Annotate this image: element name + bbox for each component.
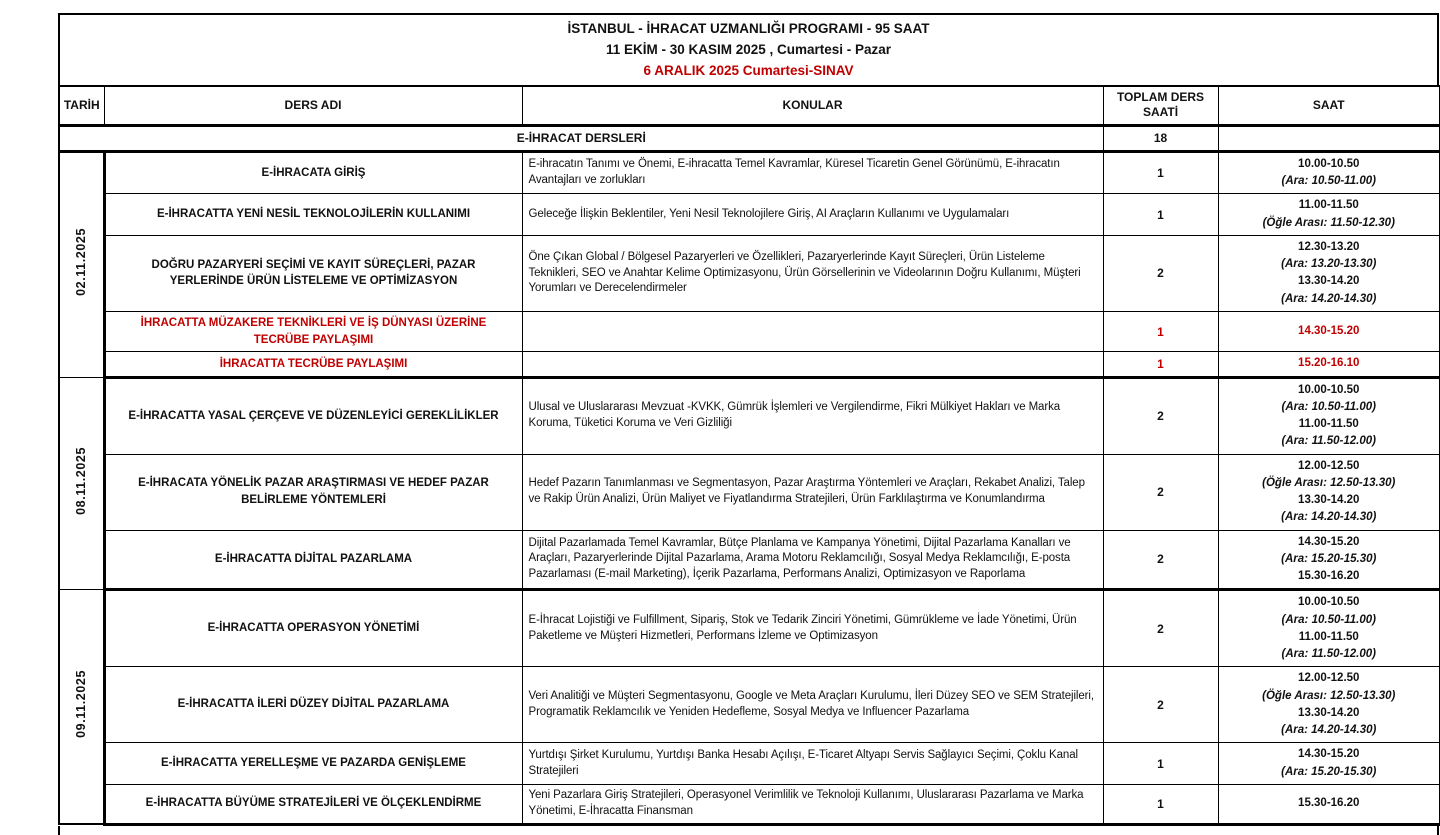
time-cell (1218, 151, 1440, 194)
lesson-time-line: 11.00-11.50 (1298, 199, 1359, 212)
total-hours: 2 (1103, 235, 1218, 311)
topics-text: Geleceğe İlişkin Beklentiler, Yeni Nesil Teknolojilere Giriş, AI Araçların Kullanımı ve Uygulamaları (522, 194, 1103, 236)
total-hours: 2 (1103, 667, 1218, 743)
table-row (59, 194, 1440, 236)
break-time-line: (Ara: 15.20-15.30) (1281, 765, 1377, 778)
lesson-time-line: 10.00-10.50 (1298, 383, 1360, 396)
lesson-time-line: 15.20-16.10 (1298, 357, 1360, 370)
section-row (59, 125, 1440, 151)
total-hours: 2 (1103, 454, 1218, 530)
column-header-toplam-ders-saati: TOPLAM DERS SAATİ (1103, 86, 1218, 126)
lesson-time-line: 13.30-14.20 (1298, 706, 1360, 719)
date-label: 09.11.2025 (74, 670, 89, 739)
course-name: E-İHRACATTA DİJİTAL PAZARLAMA (104, 530, 522, 590)
topics-text (522, 352, 1103, 377)
lesson-time-line: 13.30-14.20 (1298, 494, 1360, 507)
date-cell (59, 151, 104, 377)
total-hours: 2 (1103, 590, 1218, 667)
time-cell (1218, 784, 1440, 824)
table-row (59, 377, 1440, 454)
table-row (59, 743, 1440, 785)
table-row (59, 454, 1440, 530)
column-header-saat: SAAT (1218, 86, 1440, 126)
course-name: E-İHRACATTA OPERASYON YÖNETİMİ (104, 590, 522, 667)
time-cell (1218, 352, 1440, 377)
topics-text: E-ihracatın Tanımı ve Önemi, E-ihracatta Temel Kavramlar, Küresel Ticaretin Genel Görünümü, E-ihracatın Avantajları ve zorlukları (522, 151, 1103, 194)
course-name: E-İHRACATTA YENİ NESİL TEKNOLOJİLERİN KULLANIMI (104, 194, 522, 236)
total-hours: 2 (1103, 530, 1218, 590)
total-hours: 1 (1103, 194, 1218, 236)
time-cell (1218, 667, 1440, 743)
total-hours: 1 (1103, 311, 1218, 351)
table-row (59, 667, 1440, 743)
course-name: İHRACATTA TECRÜBE PAYLAŞIMI (104, 352, 522, 377)
lesson-time-line: 10.00-10.50 (1298, 596, 1360, 609)
topics-text (522, 311, 1103, 351)
total-hours: 1 (1103, 784, 1218, 824)
course-name: E-İHRACATA GİRİŞ (104, 151, 522, 194)
course-name: İHRACATTA MÜZAKERE TEKNİKLERİ VE İŞ DÜNYASI ÜZERİNE TECRÜBE PAYLAŞIMI (104, 311, 522, 351)
total-hours: 2 (1103, 377, 1218, 454)
course-name: E-İHRACATTA YERELLEŞME VE PAZARDA GENİŞLEME (104, 743, 522, 785)
total-hours: 1 (1103, 151, 1218, 194)
lesson-time-line: 10.00-10.50 (1298, 157, 1360, 170)
column-header-konular: KONULAR (522, 86, 1103, 126)
section-time-empty (1218, 125, 1440, 151)
table-header-row (59, 86, 1440, 126)
time-cell (1218, 743, 1440, 785)
schedule-table (58, 85, 1440, 826)
date-label: 08.11.2025 (74, 446, 89, 515)
table-row (59, 311, 1440, 351)
section-label: E-İHRACAT DERSLERİ (59, 125, 1103, 151)
course-name: E-İHRACATTA İLERİ DÜZEY DİJİTAL PAZARLAMA (104, 667, 522, 743)
program-title: İSTANBUL - İHRACAT UZMANLIĞI PROGRAMI - 95 SAAT (567, 21, 930, 36)
schedule-document (58, 13, 1439, 835)
time-cell (1218, 530, 1440, 590)
time-cell (1218, 454, 1440, 530)
break-time-line: (Ara: 15.20-15.30) (1281, 552, 1377, 565)
break-time-line: (Ara: 10.50-11.00) (1281, 613, 1376, 626)
lesson-time-line: 12.30-13.20 (1298, 240, 1360, 253)
break-time-line: (Ara: 14.20-14.30) (1281, 724, 1377, 737)
topics-text: Ulusal ve Uluslararası Mevzuat -KVKK, Gümrük İşlemleri ve Vergilendirme, Fikri Mülkiyet Hakları ve Marka Koruma, Tüketici Koruma ve Veri Gizliliği (522, 377, 1103, 454)
table-row (59, 530, 1440, 590)
break-time-line: (Öğle Arası: 12.50-13.30) (1262, 476, 1396, 489)
column-header-tarih: TARİH (59, 86, 104, 126)
lesson-time-line: 14.30-15.20 (1298, 748, 1360, 761)
table-row (59, 590, 1440, 667)
date-label: 02.11.2025 (74, 228, 89, 297)
course-name: E-İHRACATTA YASAL ÇERÇEVE VE DÜZENLEYİCİ GEREKLİLİKLER (104, 377, 522, 454)
topics-text: Öne Çıkan Global / Bölgesel Pazaryerleri ve Özellikleri, Pazaryerlerinde Kayıt Süreçleri, Ürün Listeleme Teknikleri, SEO ve Anahtar Kelime Optimizasyonu, Ürün Görsellerinin ve Videolarının Doğru Kullanımı, Müşteri Yorumları ve Derecelendirmeler (522, 235, 1103, 311)
course-name: E-İHRACATA YÖNELİK PAZAR ARAŞTIRMASI VE HEDEF PAZAR BELİRLEME YÖNTEMLERİ (104, 454, 522, 530)
topics-text: Veri Analitiği ve Müşteri Segmentasyonu, Google ve Meta Araçları Kurulumu, İleri Düzey SEO ve SEM Stratejileri, Programatik Reklamcılık ve Yeniden Hedefleme, Sosyal Medya ve Influencer Pazarlama (522, 667, 1103, 743)
break-time-line: (Ara: 14.20-14.30) (1281, 292, 1377, 305)
break-time-line: (Ara: 10.50-11.00) (1281, 175, 1376, 188)
time-cell (1218, 377, 1440, 454)
table-row (59, 352, 1440, 377)
break-time-line: (Öğle Arası: 12.50-13.30) (1262, 689, 1396, 702)
topics-text: E-İhracat Lojistiği ve Fulfillment, Sipariş, Stok ve Tedarik Zinciri Yönetimi, Gümrükleme ve İade Yönetimi, Ürün Paketleme ve Müşteri Hizmetleri, Performans İzleme ve Optimizasyon (522, 590, 1103, 667)
break-time-line: (Ara: 10.50-11.00) (1281, 400, 1376, 413)
total-hours: 1 (1103, 352, 1218, 377)
break-time-line: (Ara: 13.20-13.30) (1281, 258, 1377, 271)
lesson-time-line: 15.30-16.20 (1298, 570, 1360, 583)
break-time-line: (Öğle Arası: 11.50-12.30) (1262, 216, 1395, 229)
lesson-time-line: 12.00-12.50 (1298, 459, 1360, 472)
program-date-range: 11 EKİM - 30 KASIM 2025 , Cumartesi - Pazar (605, 41, 892, 57)
break-time-line: (Ara: 11.50-12.00) (1281, 435, 1376, 448)
time-cell (1218, 311, 1440, 351)
document-title-block (58, 13, 1439, 85)
topics-text: Hedef Pazarın Tanımlanması ve Segmentasyon, Pazar Araştırma Yöntemleri ve Araçları, Rekabet Analizi, Talep ve Rakip Ürün Analizi, Ürün Maliyet ve Fiyatlandırma Stratejileri, Ürün Farklılaştırma ve Konumlandırma (522, 454, 1103, 530)
break-time-line: (Ara: 11.50-12.00) (1281, 648, 1376, 661)
lesson-time-line: 15.30-16.20 (1298, 797, 1360, 810)
lesson-time-line: 13.30-14.20 (1298, 275, 1360, 288)
lesson-time-line: 14.30-15.20 (1298, 535, 1360, 548)
lesson-time-line: 11.00-11.50 (1298, 418, 1359, 431)
lesson-time-line: 14.30-15.20 (1298, 325, 1360, 337)
table-row (59, 235, 1440, 311)
section-total-hours: 18 (1103, 125, 1218, 151)
break-time-line: (Ara: 14.20-14.30) (1281, 511, 1377, 524)
time-cell (1218, 590, 1440, 667)
cut-off-next-row (58, 826, 1439, 835)
date-cell (59, 590, 104, 824)
time-cell (1218, 194, 1440, 236)
lesson-time-line: 11.00-11.50 (1298, 630, 1359, 643)
lesson-time-line: 12.00-12.50 (1298, 672, 1360, 685)
date-cell (59, 377, 104, 590)
course-name: E-İHRACATTA BÜYÜME STRATEJİLERİ VE ÖLÇEKLENDİRME (104, 784, 522, 824)
time-cell (1218, 235, 1440, 311)
column-header-ders-adi: DERS ADI (104, 86, 522, 126)
table-row (59, 784, 1440, 824)
table-row (59, 151, 1440, 194)
exam-date-notice: 6 ARALIK 2025 Cumartesi-SINAV (643, 62, 854, 78)
topics-text: Dijital Pazarlamada Temel Kavramlar, Bütçe Planlama ve Kampanya Yönetimi, Dijital Pazarlama Kanalları ve Araçları, Pazaryerlerinde Dijital Pazarlama, Arama Motoru Reklamcılığı, Sosyal Medya Reklamcılığı, E-posta Pazarlaması (E-mail Marketing), İçerik Pazarlama, Performans Analizi, Optimizasyon ve Raporlama (522, 530, 1103, 590)
topics-text: Yurtdışı Şirket Kurulumu, Yurtdışı Banka Hesabı Açılışı, E-Ticaret Altyapı Servis Sağlayıcı Seçimi, Çoklu Kanal Stratejileri (522, 743, 1103, 785)
course-name: DOĞRU PAZARYERİ SEÇİMİ VE KAYIT SÜREÇLERİ, PAZAR YERLERİNDE ÜRÜN LİSTELEME VE OPTİMİZASYON (104, 235, 522, 311)
total-hours: 1 (1103, 743, 1218, 785)
topics-text: Yeni Pazarlara Giriş Stratejileri, Operasyonel Verimlilik ve Teknoloji Kullanımı, Uluslararası Pazarlama ve Marka Yönetimi, E-İhracatta Finansman (522, 784, 1103, 824)
